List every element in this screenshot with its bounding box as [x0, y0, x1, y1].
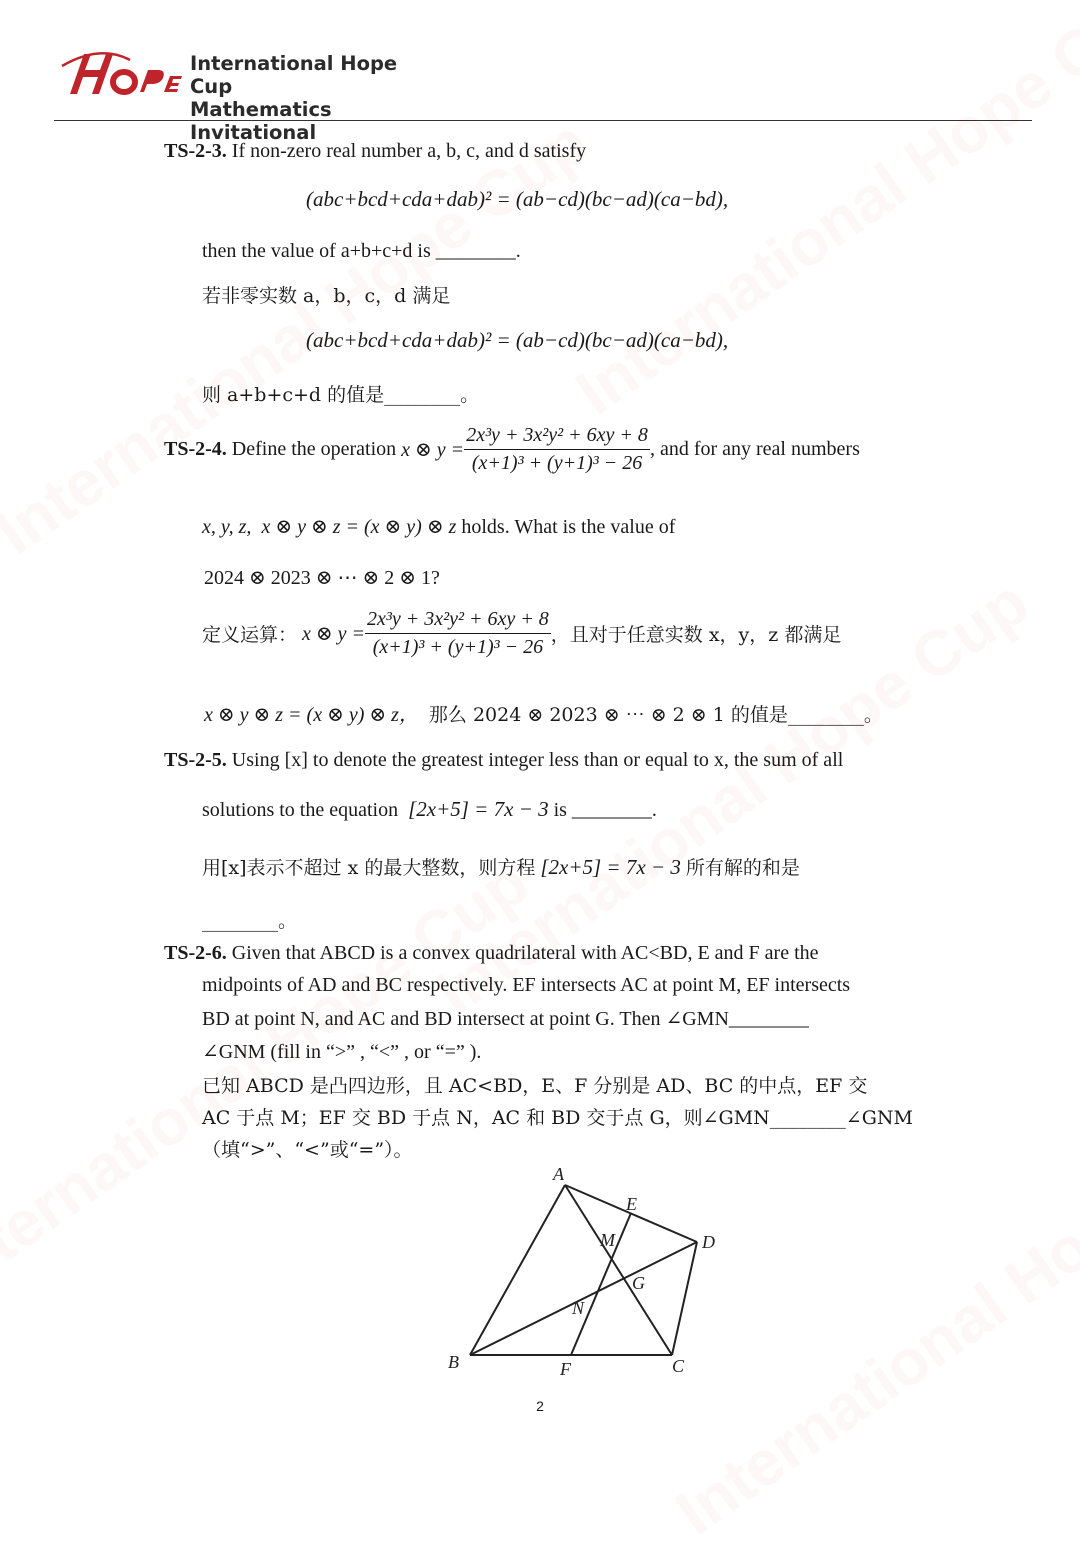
q4-question-zh: 那么 2024 ⊗ 2023 ⊗ ⋯ ⊗ 2 ⊗ 1 的值是________。: [428, 704, 883, 726]
q6-id: TS-2-6.: [164, 942, 227, 964]
document-header: [60, 46, 440, 144]
q4-assoc: x ⊗ y ⊗ z = (x ⊗ y) ⊗ z: [261, 516, 457, 538]
label-e: E: [626, 1194, 637, 1214]
q4-numerator: 2x³y + 3x²y² + 6xy + 8: [464, 424, 650, 450]
q4-lead: Define the operation: [231, 438, 397, 460]
q5-line1: [164, 749, 843, 772]
q5-equation: [2x+5] = 7x − 3: [408, 797, 549, 821]
label-f: F: [560, 1359, 571, 1379]
q5-line1-zh-text: 用[x]表示不超过 x 的最大整数，则方程: [202, 857, 536, 879]
q5-equation-zh: [2x+5] = 7x − 3: [540, 855, 681, 879]
q5-line2-zh: ________。: [202, 910, 298, 932]
q5-line2-text: solutions to the equation: [202, 799, 399, 821]
q5-line2: [202, 797, 657, 822]
q4-op-lhs-zh: x ⊗ y =: [302, 623, 366, 645]
q4-numerator-zh: 2x³y + 3x²y² + 6xy + 8: [365, 608, 551, 634]
q4-definition-zh: [202, 608, 841, 659]
quadrilateral-diagram: [440, 1160, 730, 1390]
q6-line4: ∠GNM (fill in “>” , “<” , or “=” ).: [202, 1041, 482, 1063]
q5-line1-text: Using [x] to denote the greatest integer less than or equal to x, the sum of all: [231, 749, 844, 771]
label-c: C: [672, 1356, 685, 1376]
side-ab: [470, 1185, 565, 1355]
q3-equation: (abc+bcd+cda+dab)² = (ab−cd)(bc−ad)(ca−bd),: [306, 187, 729, 211]
label-b: B: [448, 1352, 459, 1372]
q4-tail-zh: ，且对于任意实数 x，y，z 都满足: [550, 624, 842, 646]
watermark-2: [562, 0, 1080, 429]
q4-op-lhs: x ⊗ y =: [401, 439, 465, 461]
q4-assoc-zh: x ⊗ y ⊗ z = (x ⊗ y) ⊗ z，: [204, 704, 419, 726]
q6-line2-zh: AC 于点 M；EF 交 BD 于点 N，AC 和 BD 交于点 G，则∠GMN________∠GNM: [202, 1107, 913, 1129]
label-n: N: [572, 1298, 585, 1318]
q4-question-zh-line: [204, 698, 883, 727]
side-cd: [672, 1242, 697, 1355]
hope-logo: [60, 46, 185, 104]
q3-intro: [164, 140, 586, 163]
q6-line1-text: Given that ABCD is a convex quadrilateral with AC<BD, E and F are the: [231, 942, 819, 964]
q4-fraction: [464, 424, 650, 475]
q4-vars: x, y, z,: [202, 516, 252, 538]
q4-line2-tail: holds. What is the value of: [461, 516, 676, 538]
header-divider: [54, 120, 1032, 121]
q3-question-zh: 则 a+b+c+d 的值是________。: [202, 384, 480, 406]
title-line-1: International Hope Cup: [190, 52, 398, 98]
q4-id: TS-2-4.: [164, 438, 227, 460]
q3-equation-zh: (abc+bcd+cda+dab)² = (ab−cd)(bc−ad)(ca−bd),: [306, 328, 729, 352]
q3-intro-text: If non-zero real number a, b, c, and d satisfy: [231, 140, 587, 162]
q3-id: TS-2-3.: [164, 140, 227, 162]
q5-id: TS-2-5.: [164, 749, 227, 771]
q5-line1-zh: [202, 853, 800, 880]
q4-denominator-zh: (x+1)³ + (y+1)³ − 26: [372, 636, 544, 658]
q4-definition: [164, 424, 860, 475]
q5-line1-zh-tail: 所有解的和是: [685, 857, 800, 879]
q6-line3: BD at point N, and AC and BD intersect at point G. Then ∠GMN________: [202, 1008, 809, 1030]
q6-line3-zh: （填“>”、“<”或“=”）。: [202, 1139, 413, 1161]
q4-line2: [202, 514, 675, 539]
q4-lead-zh: 定义运算：: [202, 624, 298, 646]
q4-tail: , and for any real numbers: [649, 438, 860, 460]
label-m: M: [600, 1230, 615, 1250]
page-number: 2: [536, 1398, 544, 1414]
q3-question: then the value of a+b+c+d is ________.: [202, 240, 521, 262]
competition-title: [190, 52, 440, 144]
q5-line2-tail: is ________.: [553, 799, 657, 821]
q4-expression: 2024 ⊗ 2023 ⊗ ⋯ ⊗ 2 ⊗ 1?: [204, 567, 440, 589]
q6-line1: [164, 942, 819, 965]
q6-line2: midpoints of AD and BC respectively. EF intersects AC at point M, EF intersects: [202, 974, 851, 996]
label-d: D: [702, 1232, 715, 1252]
label-g: G: [632, 1273, 645, 1293]
label-a: A: [553, 1164, 564, 1184]
q6-line1-zh: 已知 ABCD 是凸四边形，且 AC<BD，E、F 分别是 AD、BC 的中点，EF 交: [202, 1075, 868, 1097]
title-line-2: Mathematics Invitational: [190, 98, 332, 144]
q4-denominator: (x+1)³ + (y+1)³ − 26: [471, 452, 643, 474]
q3-intro-zh: 若非零实数 a，b，c，d 满足: [202, 285, 451, 307]
q4-fraction-zh: [365, 608, 551, 659]
